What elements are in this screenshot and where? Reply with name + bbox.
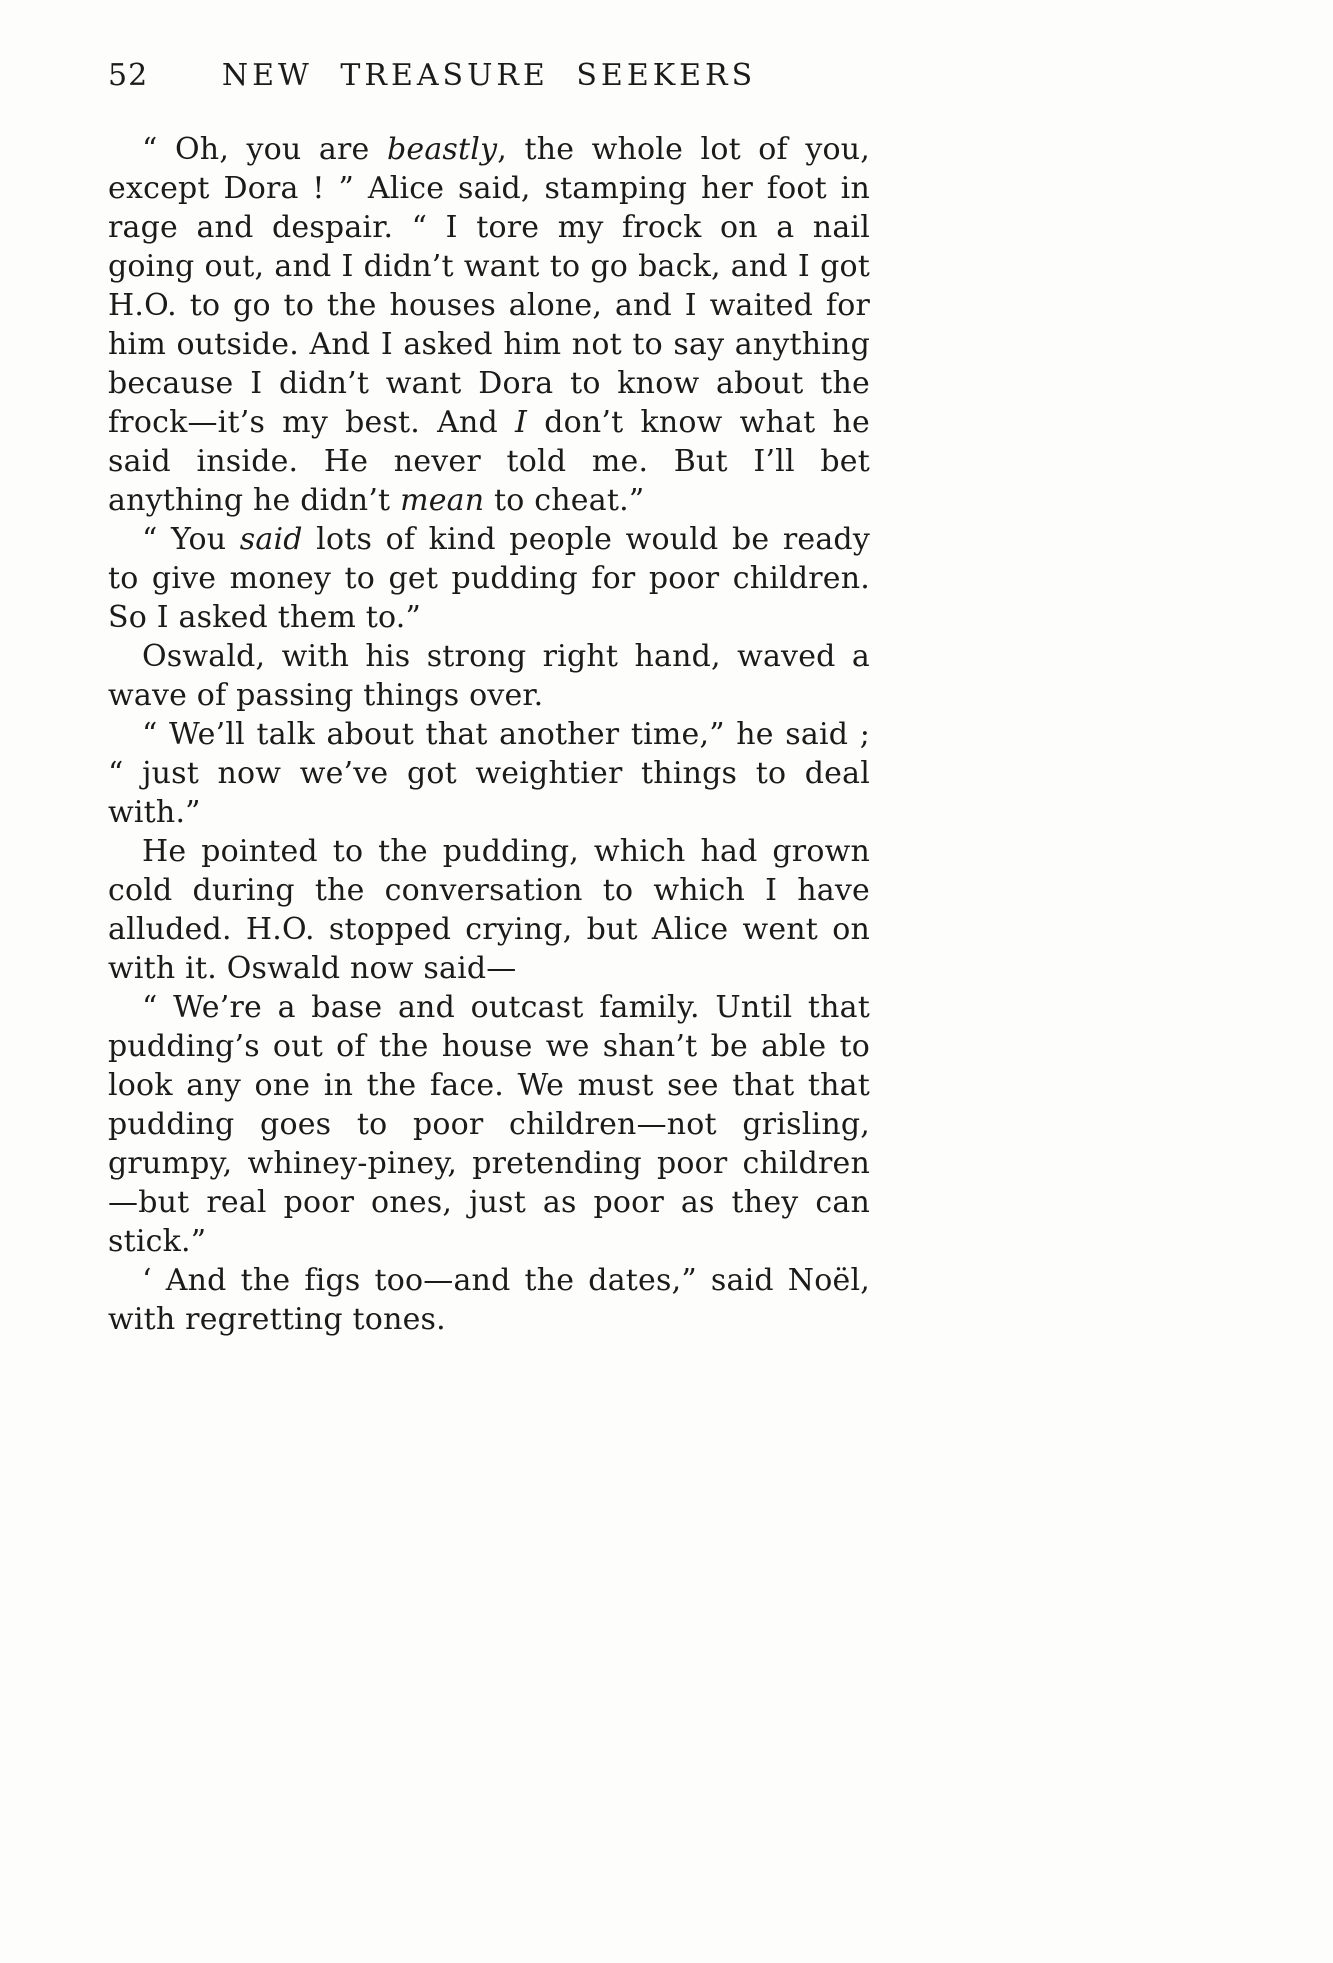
paragraph: [108, 832, 870, 988]
running-title: NEW TREASURE SEEKERS: [221, 58, 757, 93]
text-run: He pointed to the pudding, which had grown cold during the conversation to which I have alluded. H.O. stopped crying, but Alice went on with it. Oswald now said—: [108, 834, 870, 986]
paragraph: [108, 715, 870, 832]
paragraph: [108, 1261, 870, 1339]
text-run: don’t know what he said inside. He never told me. But I’ll bet anything he didn’t: [108, 405, 870, 518]
paragraph: [108, 637, 870, 715]
text-run: “ We’ll talk about that another time,” he said ; “ just now we’ve got weightier things to deal with.”: [108, 717, 870, 830]
text-run: “ Oh, you are: [142, 132, 387, 167]
italic-text: beastly: [386, 132, 498, 167]
text-run: lots of kind people would be ready to give money to get pudding for poor children. So I asked them to.”: [108, 522, 870, 635]
text-run: , the whole lot of you, except Dora ! ” Alice said, stamping her foot in rage and despair. “ I tore my frock on a nail going out, and I didn’t want to go back, and I got H.O. to go to the houses alone, and I waited for him outside. And I asked him not to say anything because I didn’t want Dora to know about the frock—it’s my best. And: [108, 132, 870, 440]
italic-text: mean: [400, 483, 485, 518]
paragraph: [108, 520, 870, 637]
italic-text: said: [239, 522, 303, 557]
italic-text: I: [515, 405, 528, 440]
text-run: “ We’re a base and outcast family. Until that pudding’s out of the house we shan’t be able to look any one in the face. We must see that that pudding goes to poor children—not grisling, grumpy, whiney-piney, pretending poor children—but real poor ones, just as poor as they can stick.”: [108, 990, 870, 1259]
paragraph: [108, 988, 870, 1261]
page-number: 52: [108, 58, 149, 93]
page-header: [108, 58, 870, 102]
text-run: to cheat.”: [484, 483, 645, 518]
text-run: ‘ And the figs too—and the dates,” said Noël, with regretting tones.: [108, 1263, 870, 1337]
page-body: [108, 130, 870, 1339]
text-run: “ You: [142, 522, 240, 557]
paragraph: [108, 130, 870, 520]
text-run: Oswald, with his strong right hand, waved a wave of passing things over.: [108, 639, 870, 713]
